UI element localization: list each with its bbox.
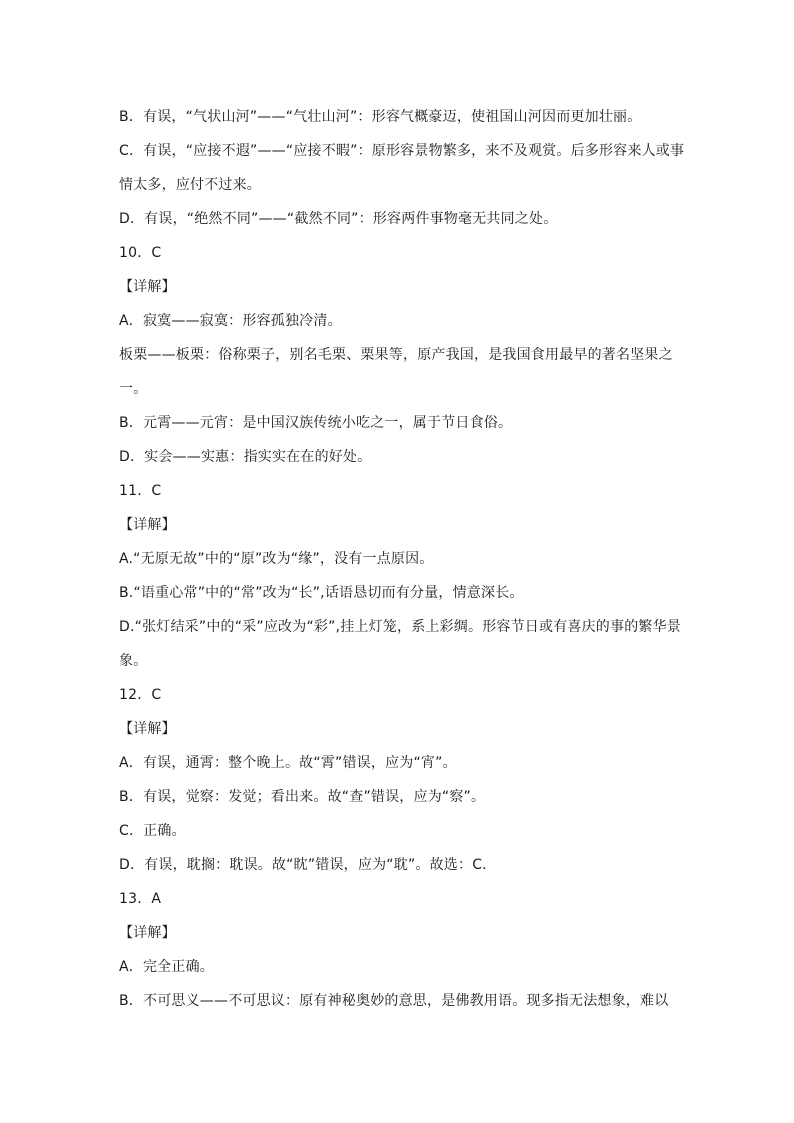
question-number: 11．C: [119, 483, 162, 499]
answer-line: B．元霄——元宵：是中国汉族传统小吃之一，属于节日食俗。: [119, 415, 513, 431]
answer-line: 情太多，应付不过来。: [119, 177, 261, 193]
answer-line: A．完全正确。: [119, 959, 214, 975]
question-number: 13．A: [119, 891, 162, 907]
explanation-heading: 【详解】: [119, 279, 176, 295]
answer-line: D．有误，“绝然不同”——“截然不同”：形容两件事物毫无共同之处。: [119, 211, 558, 227]
answer-line: A．寂寞——寂寞：形容孤独冷清。: [119, 313, 342, 329]
answer-line: B．有误，“气状山河”——“气壮山河”：形容气概豪迈，使祖国山河因而更加壮丽。: [119, 109, 642, 125]
answer-line: 象。: [119, 653, 148, 669]
answer-line: A．有误，通霄：整个晚上。故“霄”错误，应为“宵”。: [119, 755, 457, 771]
answer-line: D.“张灯结采”中的“采”应改为“彩”,挂上灯笼，系上彩绸。形容节日或有喜庆的事的繁华景: [119, 619, 681, 635]
answer-line: D．有误，耽搁：耽误。故“眈”错误，应为“耽”。故选：C．: [119, 857, 497, 873]
question-number: 12．C: [119, 687, 162, 703]
answer-line: C．有误，“应接不遐”——“应接不暇”：原形容景物繁多，来不及观赏。后多形容来人或事: [119, 143, 685, 159]
answer-line: 一。: [119, 381, 148, 397]
document-body: [119, 100, 685, 1018]
answer-line: A.“无原无故”中的“原”改为“缘”，没有一点原因。: [119, 551, 434, 567]
answer-line: 板栗——板栗：俗称栗子，别名毛栗、栗果等，原产我国，是我国食用最早的著名坚果之: [119, 347, 673, 363]
explanation-heading: 【详解】: [119, 925, 176, 941]
explanation-heading: 【详解】: [119, 517, 176, 533]
answer-line: D．实会——实惠：指实实在在的好处。: [119, 449, 372, 465]
answer-line: C．正确。: [119, 823, 186, 839]
explanation-heading: 【详解】: [119, 721, 176, 737]
question-number: 10．C: [119, 245, 162, 261]
answer-line: B．不可思义——不可思议：原有神秘奥妙的意思，是佛教用语。现多指无法想象，难以: [119, 993, 669, 1009]
answer-line: B.“语重心常”中的“常”改为“长”,话语恳切而有分量，情意深长。: [119, 585, 524, 601]
answer-line: B．有误，觉察：发觉；看出来。故“查”错误，应为“察”。: [119, 789, 486, 805]
